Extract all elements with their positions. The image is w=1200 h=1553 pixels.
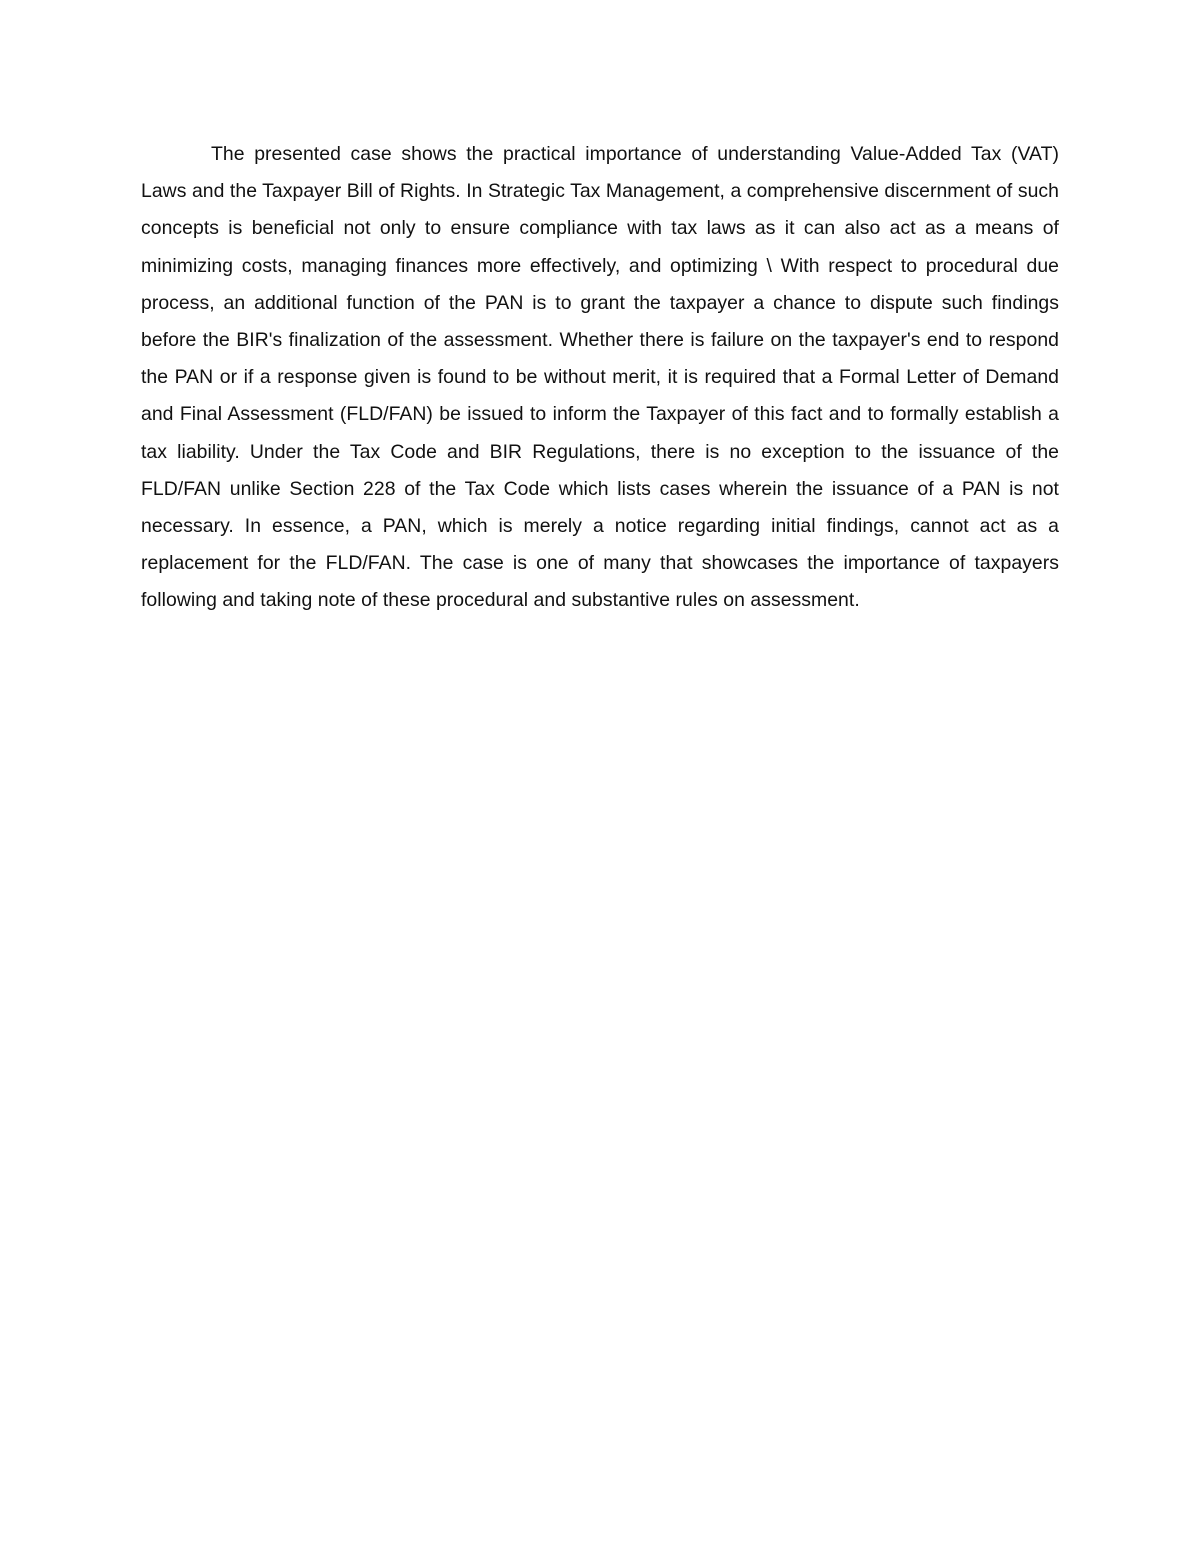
body-paragraph: The presented case shows the practical importance of understanding Value-Added Tax (VAT) Laws and the Taxpayer Bill of Rights. In Strategic Tax Management, a comprehensive discernment of such concepts is beneficial not only to ensure compliance with tax laws as it can also act as a means of minimizing costs, managing finances more effectively, and optimizing \ With respect to procedural due process, an additional function of the PAN is to grant the taxpayer a chance to dispute such findings before the BIR's finalization of the assessment. Whether there is failure on the taxpayer's end to respond the PAN or if a response given is found to be without merit, it is required that a Formal Letter of Demand and Final Assessment (FLD/FAN) be issued to inform the Taxpayer of this fact and to formally establish a tax liability. Under the Tax Code and BIR Regulations, there is no exception to the issuance of the FLD/FAN unlike Section 228 of the Tax Code which lists cases wherein the issuance of a PAN is not necessary. In essence, a PAN, which is merely a notice regarding initial findings, cannot act as a replacement for the FLD/FAN. The case is one of many that showcases the importance of taxpayers following and taking note of these procedural and substantive rules on assessment. <box>141 143 1059 612</box>
